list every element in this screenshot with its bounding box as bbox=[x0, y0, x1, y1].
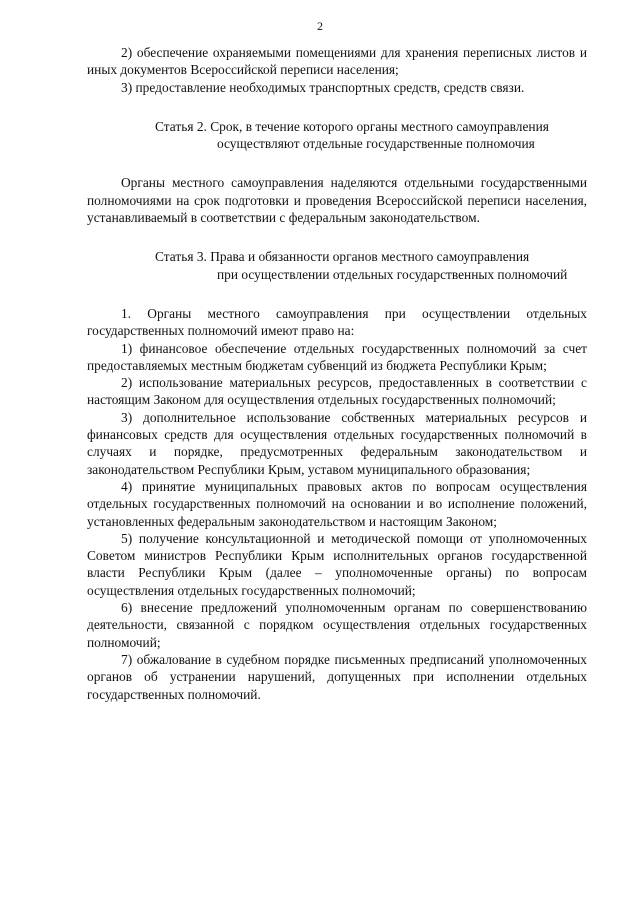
article-2-title bbox=[87, 118, 587, 153]
article-3-item-6: 6) внесение предложений уполномоченным органам по совершенствованию деятельности, связанной с порядком осуществления отдельных государственных полномочий; bbox=[87, 600, 587, 650]
spacer bbox=[87, 283, 587, 305]
article-3-item-2: 2) использование материальных ресурсов, предоставленных в соответствии с настоящим Законом для осуществления отдельных государственных полномочий; bbox=[87, 375, 587, 408]
spacer bbox=[87, 226, 587, 248]
article-2-title-line-2: осуществляют отдельные государственные полномочия bbox=[217, 136, 535, 152]
article-3-title-line-1: Статья 3. Права и обязанности органов местного самоуправления bbox=[155, 249, 530, 265]
article-3-title-line-2: при осуществлении отдельных государственных полномочий bbox=[217, 266, 568, 282]
article-3-item-7: 7) обжалование в судебном порядке письменных предписаний уполномоченных органов об устранении нарушений, допущенных при исполнении отдельных государственных полномочий. bbox=[87, 651, 587, 702]
article-3-item-4: 4) принятие муниципальных правовых актов по вопросам осуществления отдельных государственных полномочий на основании и во исполнение положений, установленных федеральным законодательством и настоящим Законом; bbox=[87, 478, 587, 529]
article-3-lead: 1. Органы местного самоуправления при осуществлении отдельных государственных полномочий имеют право на: bbox=[87, 305, 587, 339]
article-2-title-line-1: Статья 2. Срок, в течение которого органы местного самоуправления bbox=[155, 118, 549, 134]
article-3-title bbox=[87, 248, 587, 283]
article-3-item-5: 5) получение консультационной и методической помощи от уполномоченных Советом министров Республики Крым исполнительных органов государственной власти Республики Крым (далее – уполномоченные органы) по вопросам осуществления отдельных государственных полномочий; bbox=[87, 530, 587, 598]
spacer bbox=[87, 152, 587, 174]
article-3-item-1: 1) финансовое обеспечение отдельных государственных полномочий за счет предоставляемых местным бюджетам субвенций из бюджета Республики Крым; bbox=[87, 340, 587, 373]
intro-item-2: 2) обеспечение охраняемыми помещениями для хранения переписных листов и иных документов Всероссийской переписи населения; bbox=[87, 45, 587, 78]
spacer bbox=[87, 96, 587, 118]
page-number: 2 bbox=[317, 19, 323, 33]
intro-item-3: 3) предоставление необходимых транспортных средств, средств связи. bbox=[121, 79, 525, 95]
article-2-text: Органы местного самоуправления наделяются отдельными государственными полномочиями на срок подготовки и проведения Всероссийской переписи населения, устанавливаемый в соответствии с федеральным законодательством. bbox=[87, 175, 587, 226]
document-body bbox=[87, 44, 587, 703]
article-3-item-3: 3) дополнительное использование собственных материальных ресурсов и финансовых средств для осуществления отдельных государственных полномочий в случаях и порядке, предусмотренных федеральным законодательством и законодательством Республики Крым, уставом муниципального образования; bbox=[87, 409, 587, 477]
